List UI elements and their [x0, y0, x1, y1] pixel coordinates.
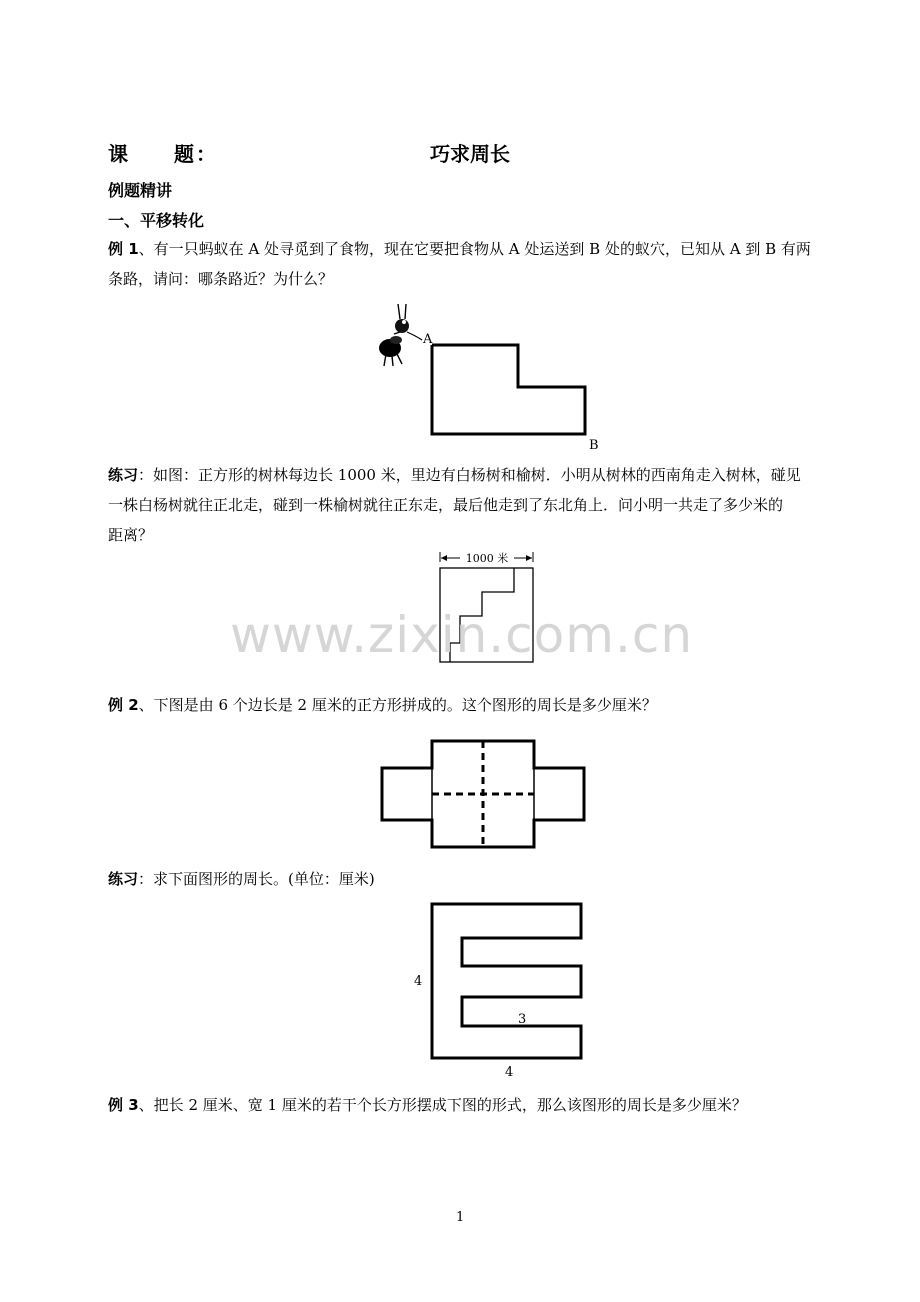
practice-2-text	[108, 864, 838, 894]
example-3-text	[108, 1090, 838, 1120]
example-1-figure	[360, 296, 620, 456]
practice-1-line-3: 距离？	[108, 526, 154, 544]
practice-1-text	[108, 460, 838, 550]
lesson-label: 课 题：	[108, 142, 218, 166]
bottom-side-label: 4	[505, 1065, 514, 1080]
point-b-label: B	[589, 438, 599, 453]
path-shape	[432, 345, 585, 434]
left-side-label: 4	[414, 974, 423, 989]
practice-1-line-1: ：如图：正方形的树林每边长 1000 米，里边有白杨树和榆树．小明从树林的西南角走入树林，碰见	[138, 466, 801, 484]
example-2-label: 例 2	[108, 696, 139, 714]
ant-icon	[379, 304, 422, 366]
example-2-figure	[372, 732, 596, 854]
watermark: www.zixin.com.cn	[230, 606, 694, 664]
example-3-line: 、把长 2 厘米、宽 1 厘米的若干个长方形摆成下图的形式，那么该图形的周长是多少厘米？	[138, 1096, 747, 1114]
example-3-label: 例 3	[108, 1096, 139, 1114]
practice-2-line: ：求下面图形的周长。(单位：厘米)	[138, 870, 375, 888]
example-1-line-1: 、有一只蚂蚁在 A 处寻觅到了食物，现在它要把食物从 A 处运送到 B 处的蚁穴，已知从 A 到 B 有两	[138, 240, 811, 258]
page-number: 1	[456, 1210, 465, 1225]
page-title: 巧求周长	[430, 142, 510, 166]
e-shape	[432, 904, 581, 1058]
practice-2-figure	[404, 896, 594, 1080]
point-a-label: A	[423, 332, 433, 347]
example-1-label: 例 1	[108, 240, 139, 258]
example-2-line: 、下图是由 6 个边长是 2 厘米的正方形拼成的。这个图形的周长是多少厘米？	[138, 696, 657, 714]
practice-1-line-2: 一株白杨树就往正北走，碰到一株榆树就往正东走，最后他走到了东北角上．问小明一共走了多少米的	[108, 496, 784, 514]
practice-1-label: 练习	[108, 466, 139, 484]
lesson-title-row	[108, 138, 828, 168]
inner-length-label: 3	[518, 1012, 527, 1027]
section-heading-lecture: 例题精讲	[108, 181, 173, 200]
example-2-text	[108, 690, 838, 720]
example-1-text	[108, 234, 838, 294]
example-1-line-2: 条路，请问：哪条路近？为什么？	[108, 270, 334, 288]
practice-2-label: 练习	[108, 870, 139, 888]
section-heading-part1: 一、平移转化	[108, 211, 205, 230]
dimension-label: 1000 米	[465, 552, 509, 565]
